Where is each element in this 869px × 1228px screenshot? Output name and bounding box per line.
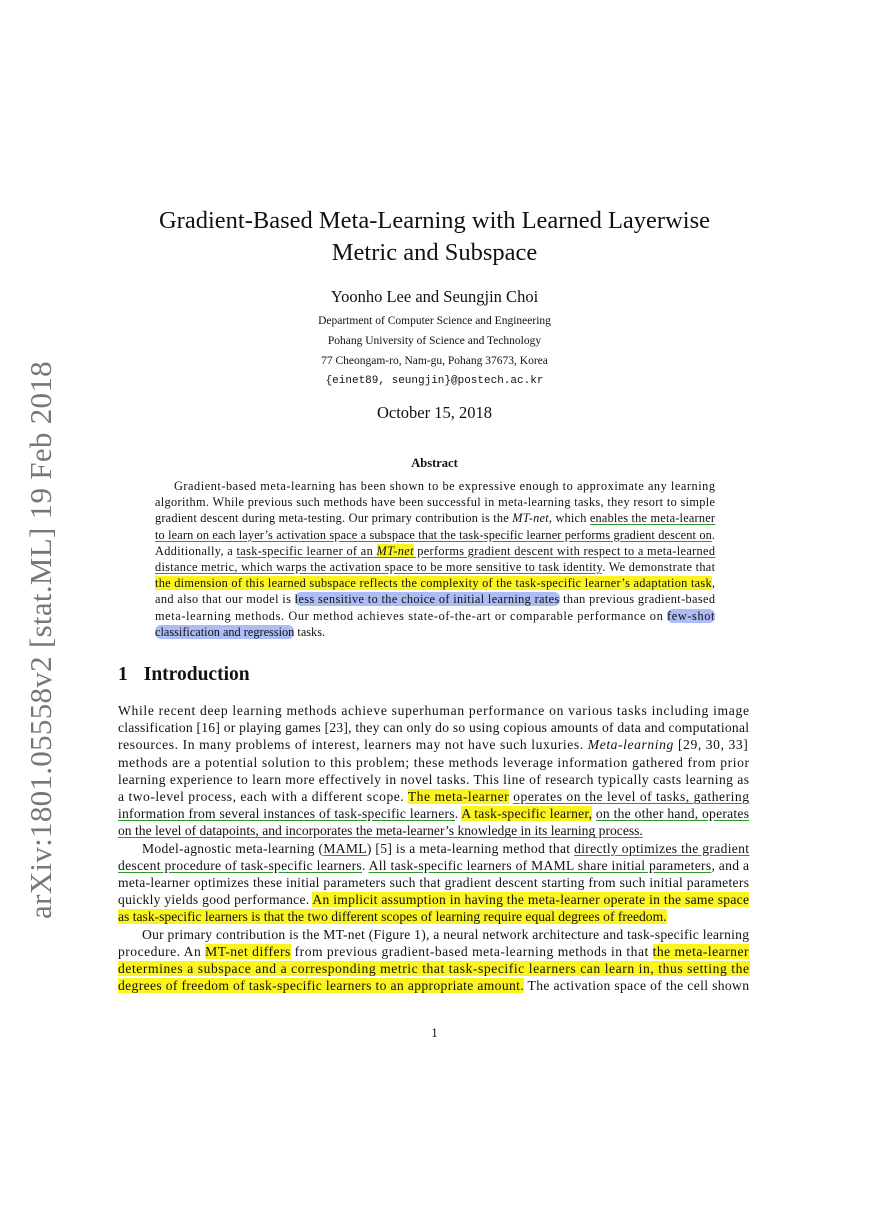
affiliation-university: Pohang University of Science and Technology: [327, 335, 542, 347]
text-line: [155, 544, 715, 559]
text-run: While recent deep learning methods achieve superhuman performance on various tasks including image: [118, 703, 750, 718]
text-run: MT-net: [512, 511, 549, 526]
text-run: methods are a potential solution to this problem; these methods leverage information gathered from prior: [118, 754, 750, 770]
text-run: Gradient-based meta-learning has been shown to be expressive enough to approximate any learning: [174, 479, 716, 493]
text-line: [155, 528, 715, 543]
title-line: Gradient-Based Meta-Learning with Learned Layerwise: [158, 207, 710, 234]
text-line: [118, 892, 749, 908]
text-run: ) [5] is a meta-learning method that: [366, 840, 575, 856]
text-line: [118, 703, 750, 719]
text-run: algorithm. While previous such methods have been successful in meta-learning tasks, they resort to simple: [155, 495, 716, 510]
text-line: [155, 592, 715, 607]
underlined-text: directly optimizes the gradient: [574, 840, 750, 856]
text-run: The activation space of the cell shown: [524, 978, 750, 994]
text-run: meta-learning methods. Our method achieves state-of-the-art or comparable performance on: [155, 608, 668, 623]
text-run: [29, 30, 33]: [673, 737, 749, 753]
text-line: [155, 625, 325, 640]
text-run: quickly yields good performance.: [118, 892, 313, 908]
highlighted-text: A task-specific learner,: [461, 806, 593, 822]
section-heading: [118, 664, 250, 686]
affiliation-department: Department of Computer Science and Engineering: [318, 315, 551, 327]
highlighted-text: the meta-learner: [652, 943, 749, 959]
arxiv-watermark: arXiv:1801.05558v2 [stat.ML] 19 Feb 2018: [23, 361, 58, 919]
section-title: Introduction: [143, 664, 250, 685]
text-run: and also that our model is: [155, 592, 295, 607]
text-line: [118, 806, 749, 822]
text-line: [155, 576, 715, 591]
text-line: [118, 909, 667, 925]
text-line: [118, 858, 749, 874]
underlined-text: performs gradient descent with respect to a meta-learned: [413, 543, 716, 558]
text-run: ,: [711, 576, 716, 591]
highlighted-text: determines a subspace and a corresponding metric that task-specific learners can learn in, thus setting the: [118, 961, 750, 976]
text-line: [155, 560, 715, 575]
text-run: Meta-learning: [587, 737, 674, 753]
text-run: gradient descent during meta-testing. Our primary contribution is the: [155, 511, 513, 526]
text-line: [118, 755, 750, 771]
text-line: [155, 609, 715, 624]
text-line: [118, 978, 749, 994]
text-line: [118, 737, 748, 753]
text-run: Our primary contribution is the MT-net (Figure 1), a neural network architecture and task-specific learning: [142, 926, 750, 942]
highlighted-text: few-shot: [667, 608, 716, 623]
text-run: resources. In many problems of interest, learners may not have such luxuries.: [118, 737, 588, 753]
highlighted-text: as task-specific learners is that the two different scopes of learning require equal degrees of freedom.: [118, 909, 667, 925]
text-run: .: [711, 527, 716, 542]
text-line: [174, 479, 716, 494]
highlighted-text: classification and regression: [155, 624, 295, 639]
underlined-text: task-specific learner of an: [236, 543, 377, 558]
underlined-text: information from several instances of task-specific learners: [118, 806, 455, 822]
text-run: a two-level process, each with a different scope.: [118, 789, 408, 804]
text-run: meta-learner optimizes these initial parameters such that gradient descent starting from such initial parameters: [118, 875, 750, 890]
text-run: , which: [548, 511, 590, 526]
text-line: [118, 720, 749, 736]
highlighted-text: An implicit assumption in having the meta-learner operate in the same space: [312, 892, 750, 908]
text-run: . We demonstrate that: [602, 560, 716, 574]
text-run: than previous gradient-based: [559, 592, 716, 607]
highlighted-text: degrees of freedom of task-specific learners to an appropriate amount.: [118, 978, 525, 994]
text-run: classification [16] or playing games [23], they can only do so using copious amounts of data and computational: [118, 720, 750, 736]
abstract-heading: Abstract: [411, 456, 458, 470]
text-run: .: [361, 857, 369, 873]
text-line: [118, 961, 750, 977]
underlined-text: distance metric, which warps the activation space to be more sensitive to task identity: [155, 560, 603, 574]
text-line: [118, 944, 749, 960]
text-run: tasks.: [294, 624, 326, 639]
text-line: [118, 772, 749, 788]
highlighted-text: The meta-learner: [407, 789, 510, 804]
underlined-text: All task-specific learners of MAML share initial parameters: [368, 857, 712, 873]
highlighted-text: MT-net: [376, 543, 414, 558]
text-line: [142, 841, 749, 857]
highlighted-text: the dimension of this learned subspace reflects the complexity of the task-specific learner’s adaptation task: [155, 576, 712, 591]
text-line: [118, 823, 643, 839]
text-run: learning experience to learn more effectively in novel tasks. This line of research typically casts learning as: [118, 771, 750, 787]
underlined-text: enables the meta-learner: [589, 511, 716, 526]
text-run: .: [454, 806, 462, 822]
text-line: [142, 927, 749, 943]
text-line: [118, 789, 750, 805]
title-line: Metric and Subspace: [331, 239, 538, 266]
text-line: [155, 511, 715, 526]
underlined-text: on the other hand, operates: [595, 806, 750, 822]
underlined-text: operates on the level of tasks, gathering: [513, 789, 750, 804]
paper-title: [0, 205, 869, 269]
highlighted-text: less sensitive to the choice of initial learning rates: [294, 592, 560, 607]
underlined-text: on the level of datapoints, and incorporates the meta-learner’s knowledge in its learning process.: [118, 823, 643, 839]
underlined-text: descent procedure of task-specific learners: [118, 857, 362, 873]
text-run: Model-agnostic meta-learning (: [142, 840, 324, 856]
text-line: [118, 875, 749, 891]
page-number: 1: [431, 1025, 438, 1040]
affiliation-address: 77 Cheongam-ro, Nam-gu, Pohang 37673, Korea: [321, 355, 548, 367]
text-run: procedure. An: [118, 943, 206, 959]
author-email: {einet89, seungjin}@postech.ac.kr: [325, 375, 544, 387]
text-line: [155, 495, 715, 510]
highlighted-text: MT-net differs: [205, 943, 291, 959]
text-run: , and a: [711, 857, 750, 873]
text-run: Additionally, a: [155, 543, 237, 558]
authors: Yoonho Lee and Seungjin Choi: [330, 287, 539, 306]
text-run: from previous gradient-based meta-learning methods in that: [290, 943, 653, 959]
section-number: 1: [118, 664, 128, 685]
underlined-text: to learn on each layer’s activation space a subspace that the task-specific learner performs gradient descent on: [155, 527, 712, 542]
underlined-text: MAML: [323, 840, 367, 856]
paper-date: October 15, 2018: [376, 403, 493, 422]
